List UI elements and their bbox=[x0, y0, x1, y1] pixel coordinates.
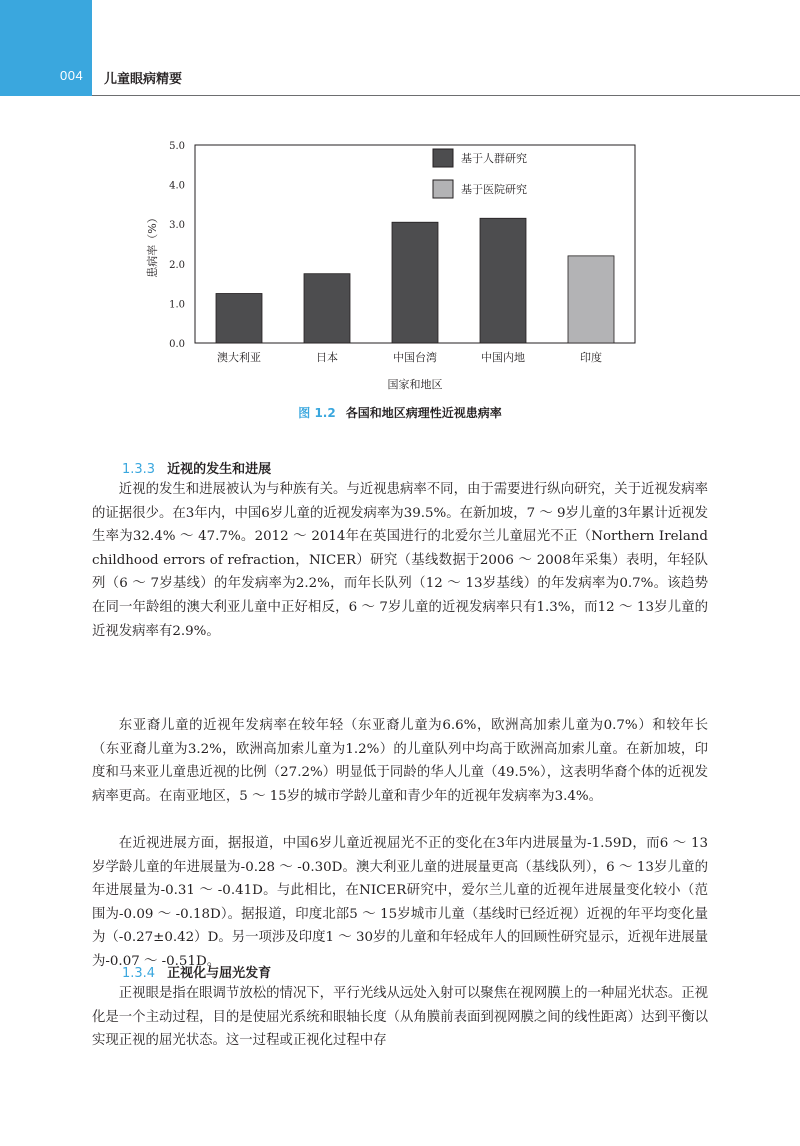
y-axis-label: 患病率（%） bbox=[146, 212, 159, 278]
y-tick-label: 1.0 bbox=[169, 299, 185, 311]
legend bbox=[433, 149, 527, 198]
bar-5 bbox=[568, 256, 614, 343]
y-tick-label: 4.0 bbox=[169, 180, 185, 192]
section-number: 1.3.4 bbox=[122, 966, 156, 981]
x-tick-label: 印度 bbox=[580, 351, 602, 364]
prevalence-bar-chart bbox=[100, 130, 700, 400]
section-heading-1-3-4 bbox=[122, 962, 271, 981]
page-number: 004 bbox=[60, 68, 84, 83]
figure-label: 图 1.2 bbox=[298, 406, 336, 420]
y-tick-label: 0.0 bbox=[169, 339, 185, 350]
y-tick-label: 3.0 bbox=[169, 220, 185, 232]
section-number: 1.3.3 bbox=[122, 462, 156, 477]
paragraph-4: 正视眼是指在眼调节放松的情况下，平行光线从远处入射可以聚焦在视网膜上的一种屈光状态。正视化是一个主动过程，目的是使屈光系统和眼轴长度（从角膜前表面到视网膜之间的线性距离）达到平衡以实现正视的屈光状态。这一过程或正视化过程中存 bbox=[92, 986, 708, 1049]
bar-2 bbox=[304, 274, 350, 343]
bar-4 bbox=[480, 218, 526, 343]
chart-svg bbox=[100, 130, 700, 400]
figure-caption bbox=[0, 404, 800, 421]
x-axis-label: 国家和地区 bbox=[387, 378, 443, 391]
paragraph-3: 在近视进展方面，据报道，中国6岁儿童近视屈光不正的变化在3年内进展量为-1.59D，而6 ～ 13岁学龄儿童的年进展量为-0.28 ～ -0.30D。澳大利亚儿童的进展量更高（基线队列），6 ～ 13岁儿童的年进展量为-0.31 ～ -0.41D。与此相比，在NICER研究中，爱尔兰儿童的近视年进展量变化较小（范围为-0.09 ～ -0.18D）。据报道，印度北部5 ～ 15岁城市儿童（基线时已经近视）近视的年平均变化量为（-0.27±0.42）D。另一项涉及印度1 ～ 30岁的儿童和年轻成年人的回顾性研究显示，近视年进展量为-0.07 ～ -0.51D。 bbox=[92, 836, 708, 969]
x-tick-label: 中国内地 bbox=[481, 351, 525, 364]
legend-swatch-hospital bbox=[433, 180, 453, 198]
section-title: 正视化与屈光发育 bbox=[167, 966, 272, 981]
x-tick-label: 中国台湾 bbox=[393, 351, 437, 364]
x-tick-label: 澳大利亚 bbox=[217, 351, 261, 364]
y-tick-label: 2.0 bbox=[169, 259, 185, 271]
legend-label-population: 基于人群研究 bbox=[461, 152, 527, 165]
bar-3 bbox=[392, 222, 438, 343]
bar-1 bbox=[216, 294, 262, 344]
paragraph-1: 近视的发生和进展被认为与种族有关。与近视患病率不同，由于需要进行纵向研究，关于近视发病率的证据很少。在3年内，中国6岁儿童的近视发病率为39.5%。在新加坡，7 ～ 9岁儿童的3年累计近视发生率为32.4% ～ 47.7%。2012 ～ 2014年在英国进行的北爱尔兰儿童屈光不正（Northern Ireland childhood errors of refraction，NICER）研究（基线数据于2006 ～ 2008年采集）表明，年轻队列（6 ～ 7岁基线）的年发病率为2.2%，而年长队列（12 ～ 13岁基线）的年发病率为0.7%。该趋势在同一年龄组的澳大利亚儿童中正好相反，6 ～ 7岁儿童的近视发病率只有1.3%，而12 ～ 13岁儿童的近视发病率有2.9%。 bbox=[92, 482, 708, 639]
x-tick-label: 日本 bbox=[316, 351, 338, 364]
paragraph-2: 东亚裔儿童的近视年发病率在较年轻（东亚裔儿童为6.6%，欧洲高加索儿童为0.7%）和较年长（东亚裔儿童为3.2%，欧洲高加索儿童为1.2%）的儿童队列中均高于欧洲高加索儿童。在新加坡，印度和马来亚儿童患近视的比例（27.2%）明显低于同龄的华人儿童（49.5%），这表明华裔个体的近视发病率更高。在南亚地区，5 ～ 15岁的城市学龄儿童和青少年的近视年发病率为3.4%。 bbox=[92, 718, 708, 804]
section-title: 近视的发生和进展 bbox=[167, 462, 272, 477]
y-tick-labels bbox=[169, 141, 185, 350]
section-heading-1-3-3 bbox=[122, 458, 271, 477]
figure-caption-text: 各国和地区病理性近视患病率 bbox=[345, 406, 502, 420]
legend-label-hospital: 基于医院研究 bbox=[461, 183, 527, 196]
y-tick-label: 5.0 bbox=[169, 141, 185, 152]
x-tick-labels bbox=[217, 350, 602, 364]
header-rule bbox=[92, 95, 800, 96]
bars bbox=[216, 218, 614, 343]
book-title: 儿童眼病精要 bbox=[104, 72, 183, 87]
legend-swatch-population bbox=[433, 149, 453, 167]
